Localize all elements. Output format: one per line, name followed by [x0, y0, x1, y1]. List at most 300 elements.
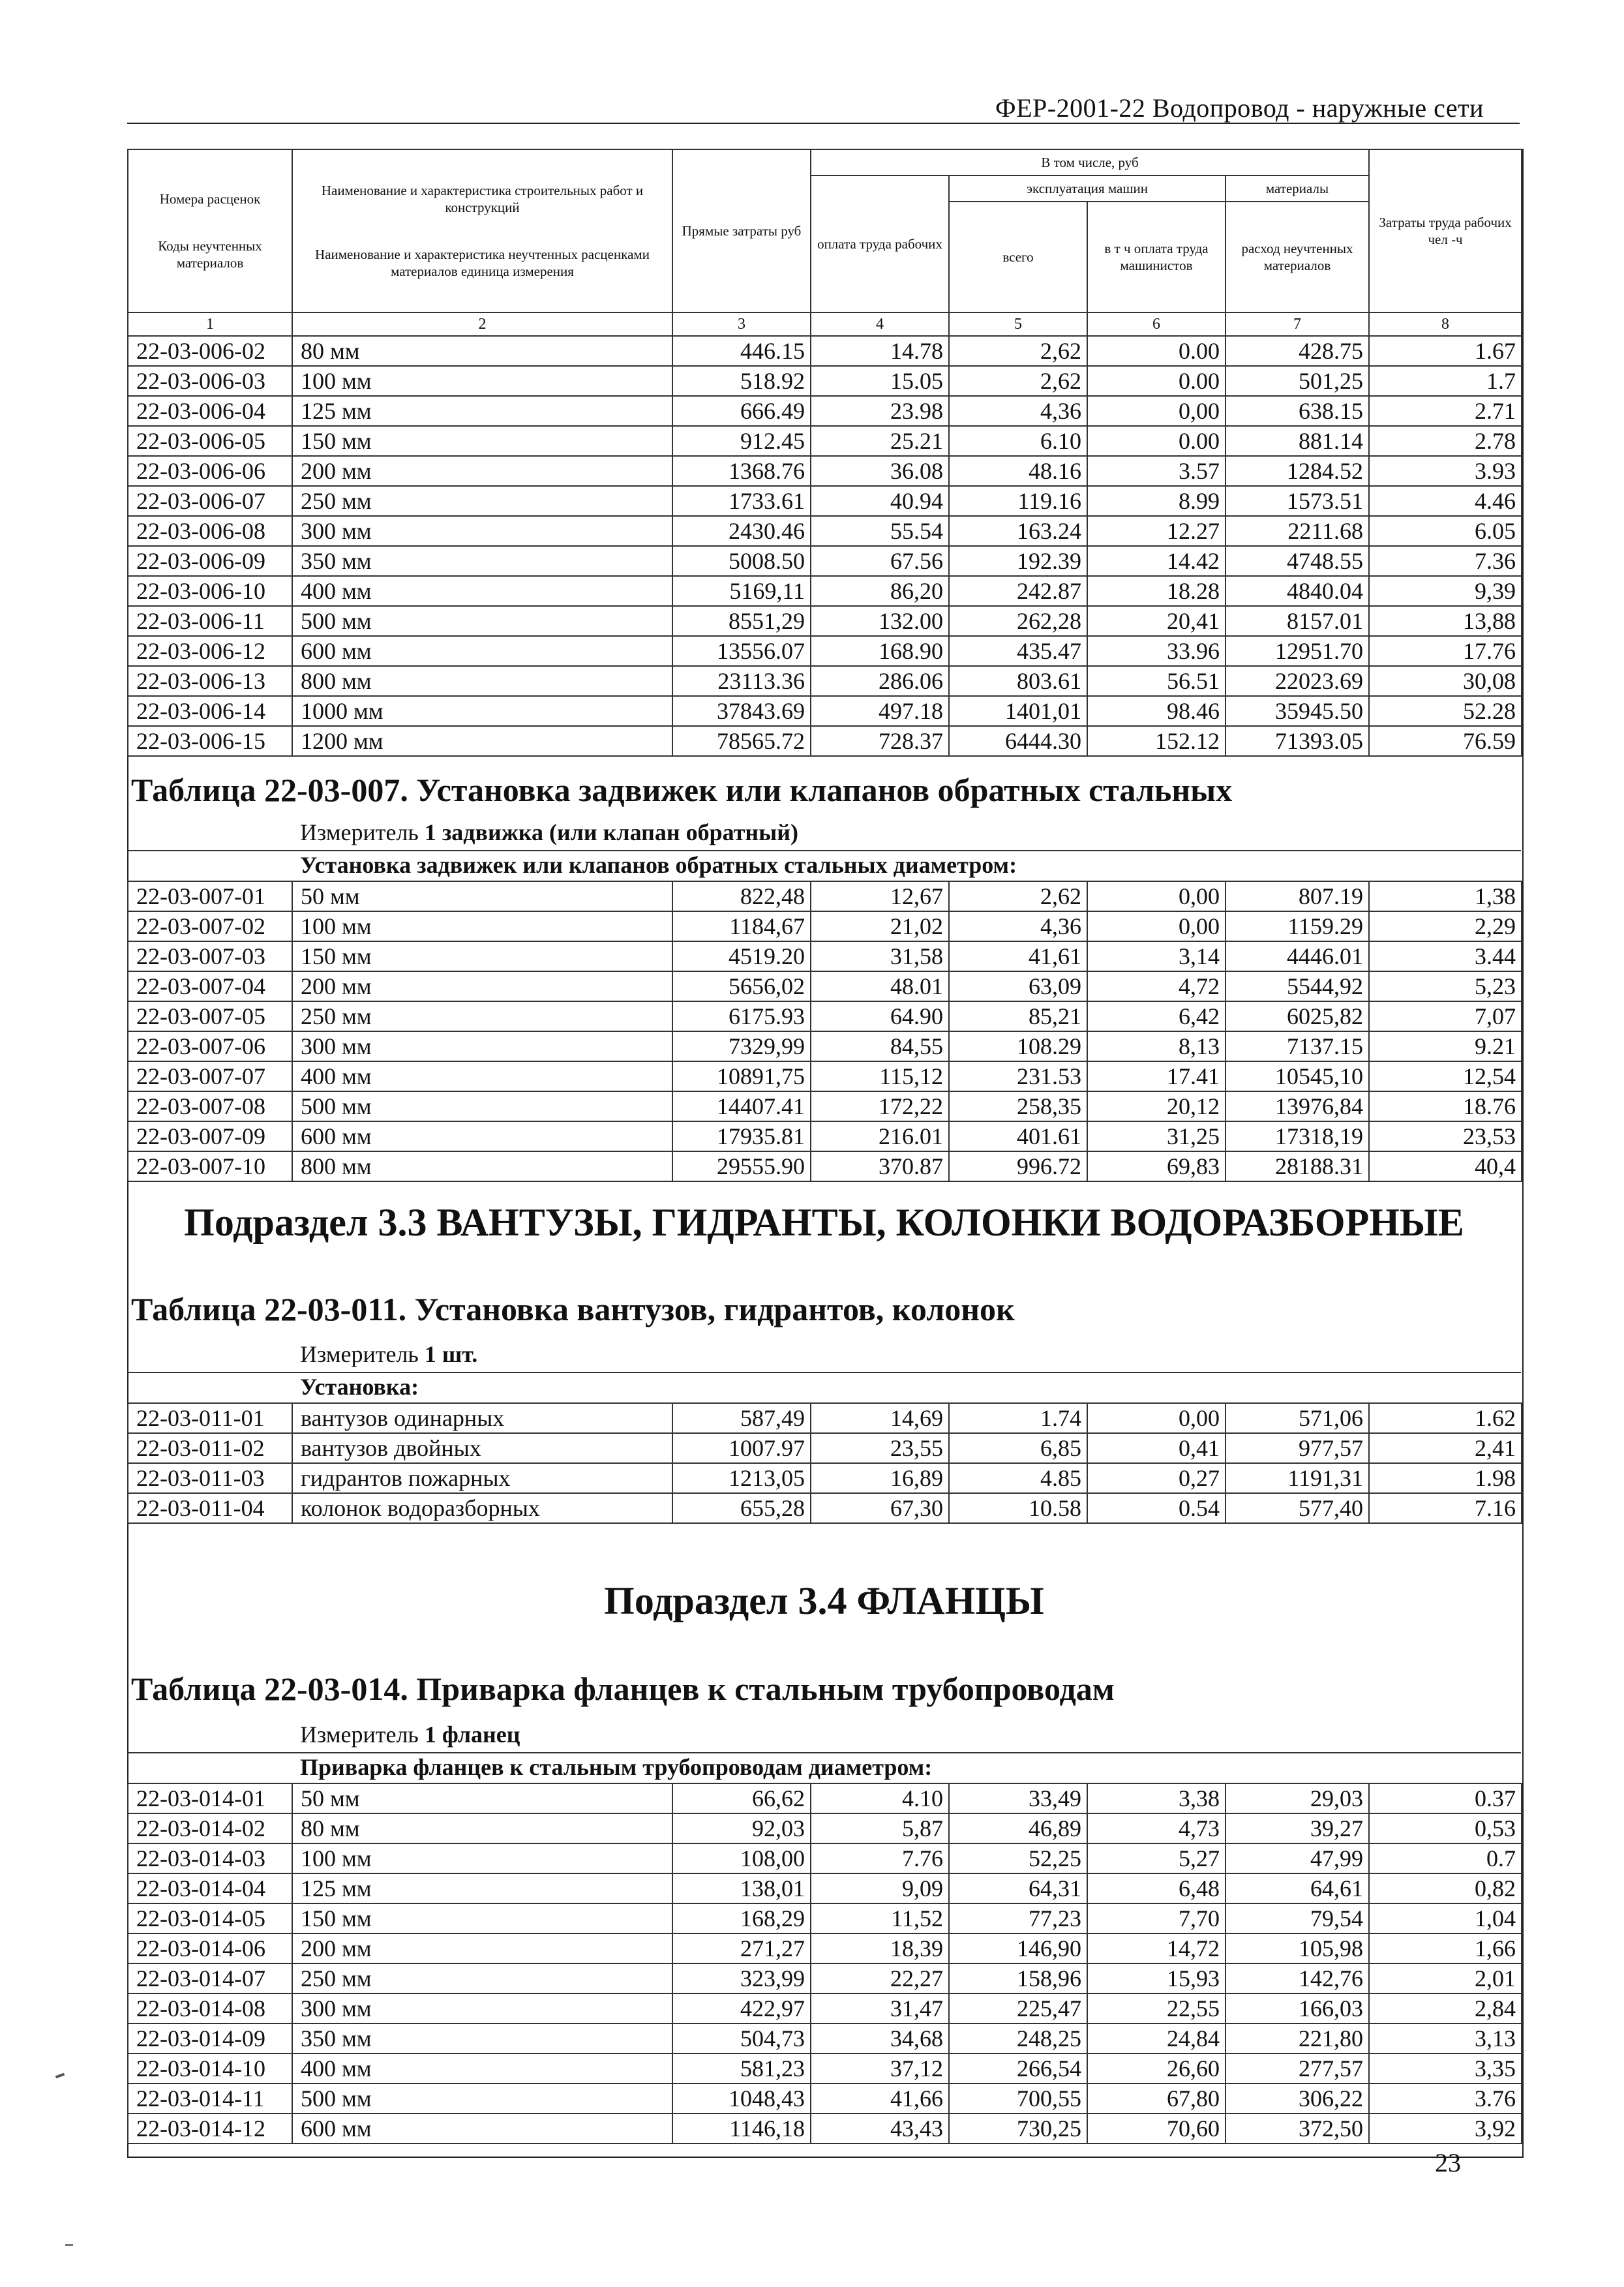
table-row: [128, 1463, 1522, 1493]
cell-mach-labor: 69,83: [1087, 1151, 1226, 1181]
table-row: [128, 2053, 1522, 2083]
cell-mach-labor: 0,00: [1087, 881, 1226, 911]
cell-mat: 166,03: [1226, 1993, 1369, 2023]
table-row: [128, 1001, 1522, 1031]
table-row: [128, 636, 1522, 666]
cell-hours: 3,92: [1369, 2113, 1522, 2143]
cell-direct: 8551,29: [672, 606, 811, 636]
cell-code: 22-03-007-10: [128, 1151, 292, 1181]
cell-labor: 41,66: [811, 2083, 949, 2113]
cell-hours: 1,66: [1369, 1933, 1522, 1963]
cell-mach-labor: 56.51: [1087, 666, 1226, 696]
cell-mach-labor: 14,72: [1087, 1933, 1226, 1963]
cell-mat: 1284.52: [1226, 456, 1369, 486]
table-row: [128, 1061, 1522, 1091]
cell-mach: 6,85: [949, 1433, 1087, 1463]
cell-name: 200 мм: [292, 971, 672, 1001]
cell-code: 22-03-007-04: [128, 971, 292, 1001]
cell-mach: 2,62: [949, 881, 1087, 911]
cell-mach-labor: 3,14: [1087, 941, 1226, 971]
cell-direct: 666.49: [672, 396, 811, 426]
cell-direct: 78565.72: [672, 726, 811, 756]
cell-code: 22-03-007-06: [128, 1031, 292, 1061]
cell-mat: 105,98: [1226, 1933, 1369, 1963]
cell-hours: 2.78: [1369, 426, 1522, 456]
meter-value: 1 фланец: [424, 1721, 520, 1748]
cell-labor: 67,30: [811, 1493, 949, 1523]
cell-labor: 18,39: [811, 1933, 949, 1963]
cell-direct: 5656,02: [672, 971, 811, 1001]
cell-name: 300 мм: [292, 1031, 672, 1061]
cell-mat: 17318,19: [1226, 1121, 1369, 1151]
cell-name: гидрантов пожарных: [292, 1463, 672, 1493]
cell-hours: 0.7: [1369, 1843, 1522, 1873]
cell-mach-labor: 20,12: [1087, 1091, 1226, 1121]
table-011-subheading: Установка:: [300, 1374, 419, 1400]
table-006-body: [128, 336, 1522, 756]
cell-name: 350 мм: [292, 2023, 672, 2053]
cell-code: 22-03-006-03: [128, 366, 292, 396]
cell-labor: 43,43: [811, 2113, 949, 2143]
cell-mach: 163.24: [949, 516, 1087, 546]
cell-hours: 52.28: [1369, 696, 1522, 726]
cell-labor: 14,69: [811, 1403, 949, 1433]
cell-code: 22-03-006-12: [128, 636, 292, 666]
cell-direct: 1733.61: [672, 486, 811, 516]
cell-code: 22-03-006-11: [128, 606, 292, 636]
cell-hours: 7.16: [1369, 1493, 1522, 1523]
document-title: ФЕР-2001-22 Водопровод - наружные сети: [995, 93, 1484, 123]
cell-mach: 4,36: [949, 396, 1087, 426]
cell-direct: 4519.20: [672, 941, 811, 971]
cell-labor: 5,87: [811, 1813, 949, 1843]
cell-name: 500 мм: [292, 2083, 672, 2113]
table-row: [128, 606, 1522, 636]
cell-mach: 46,89: [949, 1813, 1087, 1843]
cell-direct: 17935.81: [672, 1121, 811, 1151]
cell-name: вантузов двойных: [292, 1433, 672, 1463]
table-014-body: [128, 1783, 1522, 2143]
table-row: [128, 516, 1522, 546]
header-codes-line2: Коды неучтенных материалов: [158, 238, 262, 271]
cell-mat: 1159.29: [1226, 911, 1369, 941]
cell-hours: 1.62: [1369, 1403, 1522, 1433]
table-014-subheading: Приварка фланцев к стальным трубопроводам диаметром:: [300, 1754, 933, 1780]
cell-code: 22-03-011-01: [128, 1403, 292, 1433]
table-011-body: [128, 1403, 1522, 1523]
header-rule: [127, 123, 1520, 124]
cell-hours: 1.67: [1369, 336, 1522, 366]
col-num-5: 5: [949, 312, 1087, 336]
cell-mach: 64,31: [949, 1873, 1087, 1903]
cell-hours: 1,38: [1369, 881, 1522, 911]
cell-labor: 370.87: [811, 1151, 949, 1181]
cell-code: 22-03-006-08: [128, 516, 292, 546]
cell-mach-labor: 98.46: [1087, 696, 1226, 726]
table-row: [128, 366, 1522, 396]
cell-direct: 108,00: [672, 1843, 811, 1873]
cell-labor: 34,68: [811, 2023, 949, 2053]
header-material-usage: расход неучтенных материалов: [1226, 202, 1369, 312]
cell-mach-labor: 5,27: [1087, 1843, 1226, 1873]
table-row: [128, 1873, 1522, 1903]
cell-direct: 446.15: [672, 336, 811, 366]
cell-labor: 23,55: [811, 1433, 949, 1463]
col-num-6: 6: [1087, 312, 1226, 336]
cell-mach: 192.39: [949, 546, 1087, 576]
cell-direct: 422,97: [672, 1993, 811, 2023]
cell-name: вантузов одинарных: [292, 1403, 672, 1433]
cell-mach: 730,25: [949, 2113, 1087, 2143]
cell-direct: 6175.93: [672, 1001, 811, 1031]
cell-mach-labor: 0,27: [1087, 1463, 1226, 1493]
table-row: [128, 726, 1522, 756]
cell-mach: 158,96: [949, 1963, 1087, 1993]
cell-mach-labor: 152.12: [1087, 726, 1226, 756]
cell-mat: 13976,84: [1226, 1091, 1369, 1121]
cell-mat: 8157.01: [1226, 606, 1369, 636]
cell-mach: 63,09: [949, 971, 1087, 1001]
cell-code: 22-03-006-07: [128, 486, 292, 516]
cell-direct: 1007.97: [672, 1433, 811, 1463]
cell-direct: 1146,18: [672, 2113, 811, 2143]
cell-name: 250 мм: [292, 486, 672, 516]
cell-hours: 7.36: [1369, 546, 1522, 576]
cell-hours: 30,08: [1369, 666, 1522, 696]
cell-name: 200 мм: [292, 456, 672, 486]
cell-mat: 12951.70: [1226, 636, 1369, 666]
cell-mach-labor: 24,84: [1087, 2023, 1226, 2053]
cell-labor: 86,20: [811, 576, 949, 606]
cell-code: 22-03-014-07: [128, 1963, 292, 1993]
col-num-7: 7: [1226, 312, 1369, 336]
cell-name: 250 мм: [292, 1001, 672, 1031]
header-machinist-pay: в т ч оплата труда машинистов: [1087, 202, 1226, 312]
header-labor-hours: Затраты труда рабочих чел -ч: [1369, 149, 1522, 312]
cell-hours: 13,88: [1369, 606, 1522, 636]
cell-mach-labor: 17.41: [1087, 1061, 1226, 1091]
col-num-2: 2: [292, 312, 672, 336]
cell-mat: 277,57: [1226, 2053, 1369, 2083]
cell-mat: 221,80: [1226, 2023, 1369, 2053]
cell-name: 1200 мм: [292, 726, 672, 756]
header-machine-total: всего: [949, 202, 1087, 312]
cell-code: 22-03-014-04: [128, 1873, 292, 1903]
table-row: [128, 1403, 1522, 1433]
cell-name: 800 мм: [292, 1151, 672, 1181]
cell-mat: 881.14: [1226, 426, 1369, 456]
cell-mat: 71393.05: [1226, 726, 1369, 756]
cell-labor: 25.21: [811, 426, 949, 456]
cell-direct: 518.92: [672, 366, 811, 396]
cell-direct: 2430.46: [672, 516, 811, 546]
cell-hours: 3.93: [1369, 456, 1522, 486]
table-014: [127, 1783, 1522, 2144]
cell-mach-labor: 70,60: [1087, 2113, 1226, 2143]
cell-code: 22-03-014-05: [128, 1903, 292, 1933]
cell-name: 300 мм: [292, 1993, 672, 2023]
cell-direct: 1184,67: [672, 911, 811, 941]
cell-mach-labor: 14.42: [1087, 546, 1226, 576]
table-007: [127, 881, 1522, 1182]
cell-code: 22-03-007-07: [128, 1061, 292, 1091]
table-row: [128, 1031, 1522, 1061]
cell-name: 800 мм: [292, 666, 672, 696]
cell-mach: 4,36: [949, 911, 1087, 941]
cell-mach: 146,90: [949, 1933, 1087, 1963]
cell-mach-labor: 22,55: [1087, 1993, 1226, 2023]
cell-mat: 142,76: [1226, 1963, 1369, 1993]
table-007-title: Таблица 22-03-007. Установка задвижек или клапанов обратных стальных: [131, 772, 1233, 808]
meter-label: Измеритель: [300, 819, 419, 845]
cell-hours: 2.71: [1369, 396, 1522, 426]
cell-mach: 262,28: [949, 606, 1087, 636]
cell-code: 22-03-007-05: [128, 1001, 292, 1031]
cell-labor: 37,12: [811, 2053, 949, 2083]
scan-speck: [55, 2073, 65, 2079]
table-011-title: Таблица 22-03-011. Установка вантузов, гидрантов, колонок: [131, 1291, 1015, 1327]
cell-mat: 807.19: [1226, 881, 1369, 911]
cell-mat: 1191,31: [1226, 1463, 1369, 1493]
cell-mach-labor: 8,13: [1087, 1031, 1226, 1061]
cell-labor: 4.10: [811, 1783, 949, 1813]
cell-direct: 5169,11: [672, 576, 811, 606]
cell-name: 80 мм: [292, 1813, 672, 1843]
cell-hours: 7,07: [1369, 1001, 1522, 1031]
table-row: [128, 1151, 1522, 1181]
table-011-meter: [300, 1340, 477, 1368]
cell-direct: 1048,43: [672, 2083, 811, 2113]
meter-value: 1 шт.: [424, 1341, 478, 1367]
cell-mat: 977,57: [1226, 1433, 1369, 1463]
cell-hours: 18.76: [1369, 1091, 1522, 1121]
header-labor-pay: оплата труда рабочих: [811, 175, 949, 312]
cell-labor: 36.08: [811, 456, 949, 486]
cell-mat: 4748.55: [1226, 546, 1369, 576]
cell-code: 22-03-007-08: [128, 1091, 292, 1121]
cell-code: 22-03-006-05: [128, 426, 292, 456]
table-011-block: [127, 1402, 1521, 1524]
cell-mat: 5544,92: [1226, 971, 1369, 1001]
cell-mat: 39,27: [1226, 1813, 1369, 1843]
cell-mach: 6.10: [949, 426, 1087, 456]
cell-hours: 0,82: [1369, 1873, 1522, 1903]
cell-mach-labor: 12.27: [1087, 516, 1226, 546]
cell-labor: 21,02: [811, 911, 949, 941]
cell-direct: 138,01: [672, 1873, 811, 1903]
cell-code: 22-03-014-02: [128, 1813, 292, 1843]
cell-mat: 6025,82: [1226, 1001, 1369, 1031]
table-row: [128, 486, 1522, 516]
cell-mat: 306,22: [1226, 2083, 1369, 2113]
cell-mach: 10.58: [949, 1493, 1087, 1523]
table-row: [128, 2113, 1522, 2143]
cell-labor: 23.98: [811, 396, 949, 426]
cell-hours: 3,35: [1369, 2053, 1522, 2083]
cell-hours: 3,13: [1369, 2023, 1522, 2053]
table-row: [128, 1903, 1522, 1933]
cell-hours: 2,41: [1369, 1433, 1522, 1463]
cell-code: 22-03-006-10: [128, 576, 292, 606]
cell-mat: 7137.15: [1226, 1031, 1369, 1061]
cell-code: 22-03-006-04: [128, 396, 292, 426]
cell-mach: 435.47: [949, 636, 1087, 666]
cell-mach: 2,62: [949, 366, 1087, 396]
cell-mat: 501,25: [1226, 366, 1369, 396]
cell-name: 80 мм: [292, 336, 672, 366]
table-row: [128, 666, 1522, 696]
cell-direct: 5008.50: [672, 546, 811, 576]
cell-hours: 3.44: [1369, 941, 1522, 971]
table-row: [128, 1933, 1522, 1963]
table-row: [128, 1843, 1522, 1873]
col-num-8: 8: [1369, 312, 1522, 336]
cell-code: 22-03-014-08: [128, 1993, 292, 2023]
cell-direct: 323,99: [672, 1963, 811, 1993]
cell-mach-labor: 67,80: [1087, 2083, 1226, 2113]
table-014-title: Таблица 22-03-014. Приварка фланцев к стальным трубопроводам: [131, 1671, 1115, 1707]
cell-hours: 1,04: [1369, 1903, 1522, 1933]
cell-code: 22-03-011-04: [128, 1493, 292, 1523]
subsection-3-4-heading: Подраздел 3.4 ФЛАНЦЫ: [604, 1579, 1044, 1622]
cell-mach: 48.16: [949, 456, 1087, 486]
table-007-body: [128, 881, 1522, 1181]
cell-mach: 52,25: [949, 1843, 1087, 1873]
cell-code: 22-03-011-02: [128, 1433, 292, 1463]
table-row: [128, 396, 1522, 426]
cell-mach: 119.16: [949, 486, 1087, 516]
cell-labor: 497.18: [811, 696, 949, 726]
cell-direct: 66,62: [672, 1783, 811, 1813]
table-row: [128, 576, 1522, 606]
page-number: 23: [1435, 2148, 1461, 2177]
table-row: [128, 1783, 1522, 1813]
cell-mach: 700,55: [949, 2083, 1087, 2113]
header-names-line2: Наименование и характеристика неучтенных расценками материалов единица измерения: [315, 247, 650, 279]
cell-direct: 14407.41: [672, 1091, 811, 1121]
meter-label: Измеритель: [300, 1341, 419, 1367]
cell-mach-labor: 0.00: [1087, 336, 1226, 366]
cell-name: 200 мм: [292, 1933, 672, 1963]
cell-name: 150 мм: [292, 1903, 672, 1933]
cell-mach-labor: 4,73: [1087, 1813, 1226, 1843]
cell-hours: 2,84: [1369, 1993, 1522, 2023]
cell-labor: 64.90: [811, 1001, 949, 1031]
table-row: [128, 1493, 1522, 1523]
cell-name: 350 мм: [292, 546, 672, 576]
cell-code: 22-03-007-01: [128, 881, 292, 911]
cell-direct: 587,49: [672, 1403, 811, 1433]
cell-labor: 286.06: [811, 666, 949, 696]
cell-name: 100 мм: [292, 1843, 672, 1873]
cell-mat: 28188.31: [1226, 1151, 1369, 1181]
cell-mat: 35945.50: [1226, 696, 1369, 726]
cell-code: 22-03-014-12: [128, 2113, 292, 2143]
scan-speck: [65, 2244, 73, 2246]
cell-labor: 15.05: [811, 366, 949, 396]
cell-mach: 803.61: [949, 666, 1087, 696]
cell-labor: 55.54: [811, 516, 949, 546]
table-row: [128, 2023, 1522, 2053]
cell-labor: 16,89: [811, 1463, 949, 1493]
cell-hours: 4.46: [1369, 486, 1522, 516]
cell-code: 22-03-014-11: [128, 2083, 292, 2113]
header-materials: материалы: [1226, 175, 1369, 202]
cell-code: 22-03-014-06: [128, 1933, 292, 1963]
table-row: [128, 941, 1522, 971]
cell-mat: 4446.01: [1226, 941, 1369, 971]
cell-labor: 216.01: [811, 1121, 949, 1151]
cell-labor: 67.56: [811, 546, 949, 576]
cell-labor: 22,27: [811, 1963, 949, 1993]
table-007-block: [127, 881, 1521, 1182]
table-014-block: [127, 1783, 1521, 2144]
cell-mach-labor: 26,60: [1087, 2053, 1226, 2083]
cell-direct: 29555.90: [672, 1151, 811, 1181]
cell-mach-labor: 0.54: [1087, 1493, 1226, 1523]
cell-mach: 2,62: [949, 336, 1087, 366]
cell-mach-labor: 0,00: [1087, 911, 1226, 941]
cell-hours: 12,54: [1369, 1061, 1522, 1091]
cell-name: колонок водоразборных: [292, 1493, 672, 1523]
cell-name: 100 мм: [292, 366, 672, 396]
cell-code: 22-03-006-13: [128, 666, 292, 696]
cell-mat: 1573.51: [1226, 486, 1369, 516]
cell-hours: 6.05: [1369, 516, 1522, 546]
table-007-meter: [300, 819, 798, 846]
table-row: [128, 1993, 1522, 2023]
cell-name: 500 мм: [292, 1091, 672, 1121]
cell-name: 250 мм: [292, 1963, 672, 1993]
header-names-line1: Наименование и характеристика строительных работ и конструкций: [321, 183, 644, 215]
cell-name: 50 мм: [292, 881, 672, 911]
cell-code: 22-03-007-02: [128, 911, 292, 941]
cell-mach: 231.53: [949, 1061, 1087, 1091]
table-011: [127, 1402, 1522, 1524]
cell-mach-labor: 31,25: [1087, 1121, 1226, 1151]
cell-mach-labor: 0,00: [1087, 1403, 1226, 1433]
cell-hours: 0.37: [1369, 1783, 1522, 1813]
cell-mach-labor: 33.96: [1087, 636, 1226, 666]
cell-mach-labor: 4,72: [1087, 971, 1226, 1001]
cell-hours: 5,23: [1369, 971, 1522, 1001]
meter-label: Измеритель: [300, 1721, 419, 1748]
cell-mach-labor: 0,41: [1087, 1433, 1226, 1463]
cell-hours: 1.7: [1369, 366, 1522, 396]
cell-code: 22-03-006-06: [128, 456, 292, 486]
header-codes-line1: Номера расценок: [159, 191, 261, 207]
cell-mach: 996.72: [949, 1151, 1087, 1181]
cell-mat: 10545,10: [1226, 1061, 1369, 1091]
cell-mach-labor: 0.00: [1087, 366, 1226, 396]
cell-name: 600 мм: [292, 636, 672, 666]
cell-direct: 504,73: [672, 2023, 811, 2053]
cell-labor: 7.76: [811, 1843, 949, 1873]
cell-mat: 372,50: [1226, 2113, 1369, 2143]
cell-name: 125 мм: [292, 396, 672, 426]
cell-hours: 9.21: [1369, 1031, 1522, 1061]
cell-labor: 12,67: [811, 881, 949, 911]
cell-hours: 9,39: [1369, 576, 1522, 606]
table-row: [128, 546, 1522, 576]
cell-labor: 172,22: [811, 1091, 949, 1121]
cell-direct: 1213,05: [672, 1463, 811, 1493]
table-row: [128, 1091, 1522, 1121]
cell-mat: 22023.69: [1226, 666, 1369, 696]
cell-code: 22-03-006-02: [128, 336, 292, 366]
cell-mat: 2211.68: [1226, 516, 1369, 546]
cell-mach: 1401,01: [949, 696, 1087, 726]
